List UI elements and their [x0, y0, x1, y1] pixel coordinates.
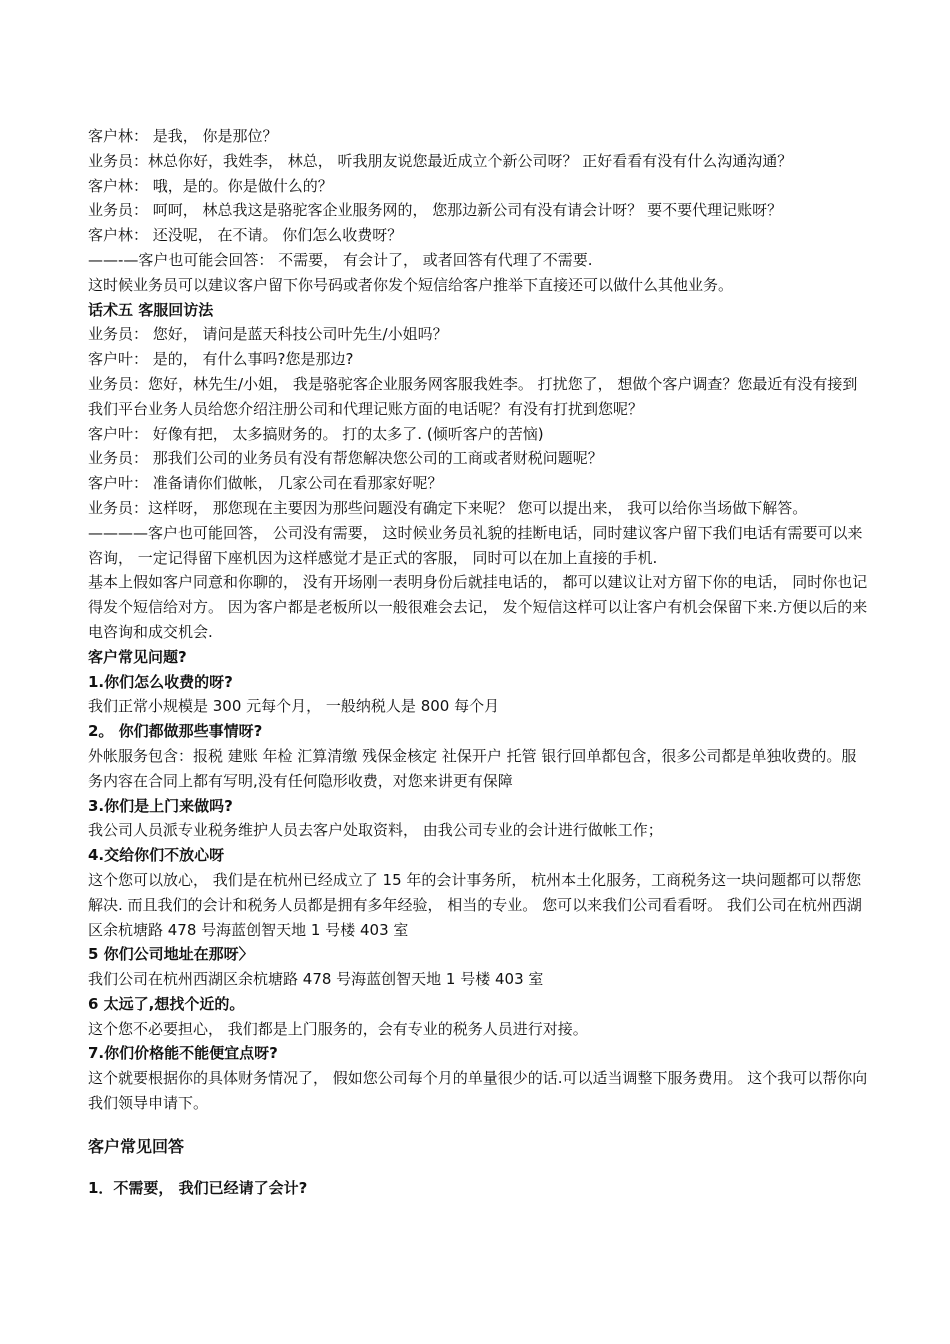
text-line: 基本上假如客户同意和你聊的， 没有开场刚一表明身份后就挂电话的， 都可以建议让对方留下你的电话， 同时你也记得发个短信给对方。 因为客户都是老板所以一般很难会去记， 发个短信这样可以让客户有机会保留下来.方便以后的来电咨询和成交机会.	[88, 573, 868, 641]
text-line: 业务员： 呵呵， 林总我这是骆驼客企业服务网的， 您那边新公司有没有请会计呀？ 要不要代理记账呀？	[88, 201, 783, 220]
heading-line: 客户常见问题?	[88, 647, 187, 666]
text-line: 这时候业务员可以建议客户留下你号码或者你发个短信给客户推举下直接还可以做什么其他业务。	[88, 275, 734, 294]
text-line: 外帐服务包含：报税 建账 年检 汇算清缴 残保金核定 社保开户 托管 银行回单都包含，很多公司都是单独收费的。服务内容在合同上都有写明,没有任何隐形收费，对您来讲更有保障	[88, 746, 857, 790]
text-line: 业务员： 您好， 请问是蓝天科技公司叶先生/小姐吗？	[88, 325, 448, 344]
text-line: 业务员：您好，林先生/小姐， 我是骆驼客企业服务网客服我姓李。 打扰您了， 想做个客户调查？您最近有没有接到我们平台业务人员给您介绍注册公司和代理记账方面的电话呢？有没有打扰到您呢？	[88, 374, 858, 418]
text-line: 我公司人员派专业税务维护人员去客户处取资料， 由我公司专业的会计进行做帐工作；	[88, 821, 663, 840]
text-line: 我们公司在杭州西湖区余杭塘路 478 号海蓝创智天地 1 号楼 403 室	[88, 970, 544, 989]
text-line: 业务员： 那我们公司的业务员有没有帮您解决您公司的工商或者财税问题呢？	[88, 449, 603, 468]
heading-line: 3.你们是上门来做吗?	[88, 796, 233, 815]
text-line: 客户叶： 好像有把， 太多搞财务的。 打的太多了. (倾听客户的苦恼)	[88, 424, 544, 443]
text-line: 业务员：林总你好，我姓李， 林总， 听我朋友说您最近成立个新公司呀？ 正好看看有没有什么沟通沟通？	[88, 151, 793, 170]
text-line: ——-—客户也可能会回答： 不需要， 有会计了， 或者回答有代理了不需要.	[88, 250, 593, 269]
text-line: 这个就要根据你的具体财务情况了， 假如您公司每个月的单量很少的话.可以适当调整下服务费用。 这个我可以帮你向我们领导申请下。	[88, 1069, 868, 1113]
text-line: 客户叶： 是的， 有什么事吗?您是那边?	[88, 350, 354, 369]
text-line: 我们正常小规模是 300 元每个月， 一般纳税人是 800 每个月	[88, 697, 500, 716]
text-line: 业务员：这样呀， 那您现在主要因为那些问题没有确定下来呢？ 您可以提出来， 我可以给你当场做下解答。	[88, 498, 808, 517]
heading-line: 1.你们怎么收费的呀?	[88, 672, 233, 691]
heading-line: 4.交给你们不放心呀	[88, 846, 225, 865]
heading-line: 话术五 客服回访法	[88, 300, 214, 319]
text-line: ————客户也可能回答， 公司没有需要， 这时候业务员礼貌的挂断电话，同时建议客户留下我们电话有需要可以来咨询， 一定记得留下座机因为这样感觉才是正式的客服， 同时可以在加上直接的手机.	[88, 523, 863, 567]
text-line: 这个您可以放心， 我们是在杭州已经成立了 15 年的会计事务所， 杭州本土化服务，工商税务这一块问题都可以帮您解决. 而且我们的会计和税务人员都是拥有多年经验， 相当的专业。 您可以来我们公司看看呀。 我们公司在杭州西湖区余杭塘路 478 号海蓝创智天地 1 号楼 403 室	[88, 870, 862, 939]
heading-line: 1．不需要， 我们已经请了会计?	[88, 1178, 308, 1197]
text-line: 客户林： 哦，是的。你是做什么的？	[88, 176, 333, 195]
text-line: 客户林： 是我， 你是那位？	[88, 127, 278, 145]
text-line: 客户林： 还没呢， 在不请。 你们怎么收费呀？	[88, 226, 403, 245]
heading-line: 5 你们公司地址在那呀〉	[88, 945, 254, 964]
text-line: 这个您不必要担心， 我们都是上门服务的，会有专业的税务人员进行对接。	[88, 1019, 588, 1038]
document-page	[88, 124, 868, 1201]
heading-line: 7.你们价格能不能便宜点呀?	[88, 1044, 278, 1063]
text-line: 客户叶： 准备请你们做帐， 几家公司在看那家好呢？	[88, 474, 443, 493]
heading-line: 2。 你们都做那些事情呀?	[88, 722, 263, 741]
heading-line: 客户常见回答	[88, 1136, 185, 1156]
heading-line: 6 太远了,想找个近的。	[88, 994, 245, 1013]
